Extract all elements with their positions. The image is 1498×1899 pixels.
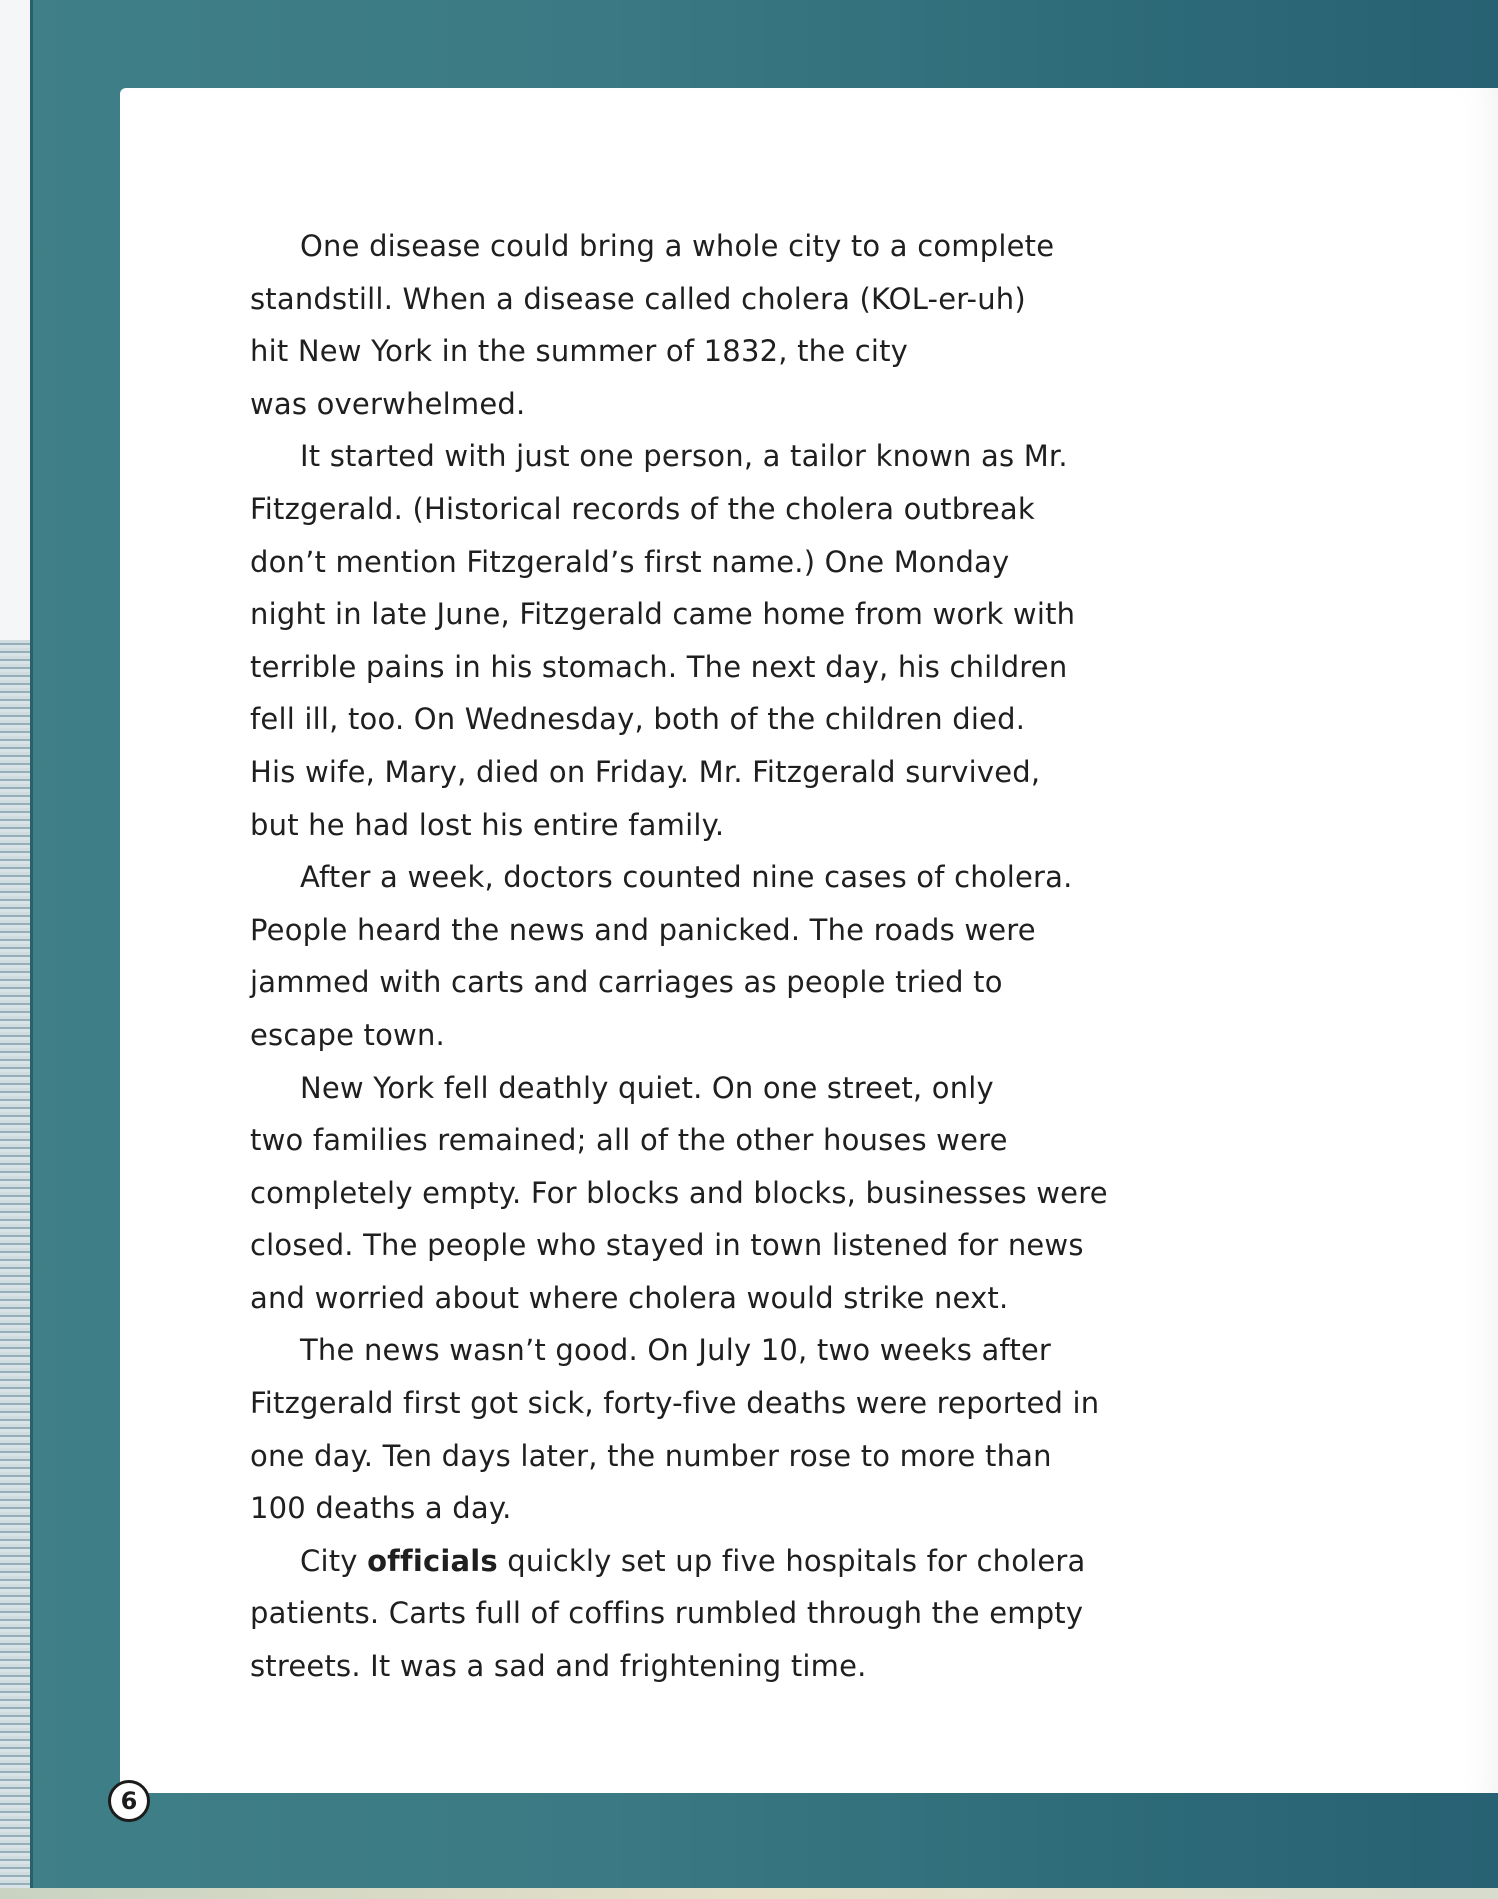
bottom-edge [0,1888,1498,1899]
body-text [250,220,1130,1693]
text-line: was overwhelmed. [250,386,526,421]
text-line: 100 deaths a day. [250,1491,512,1526]
text-line: New York fell deathly quiet. On one street, only [300,1070,994,1105]
glossary-term: officials [367,1543,498,1578]
text-line: standstill. When a disease called cholera (KOL-er-uh) [250,281,1026,316]
binding-strip [0,640,30,1899]
text-line: closed. The people who stayed in town listened for news [250,1228,1084,1263]
text-line: but he had lost his entire family. [250,807,725,842]
paragraph-6 [250,1535,1130,1693]
text-line: The news wasn’t good. On July 10, two weeks after [300,1333,1052,1368]
text-line: night in late June, Fitzgerald came home from work with [250,597,1076,632]
text-line: streets. It was a sad and frightening time. [250,1649,867,1684]
text-line: It started with just one person, a tailor known as Mr. [300,439,1068,474]
text-line: His wife, Mary, died on Friday. Mr. Fitzgerald survived, [250,754,1041,789]
paragraph-3 [250,851,1130,1061]
binding-strip-top [0,0,30,640]
paragraph-1 [250,220,1130,430]
page-number-badge [108,1780,150,1822]
paragraph-4 [250,1062,1130,1325]
text-line: escape town. [250,1017,445,1052]
text-line: terrible pains in his stomach. The next day, his children [250,649,1068,684]
text-line: hit New York in the summer of 1832, the city [250,334,909,369]
text-line: don’t mention Fitzgerald’s first name.) One Monday [250,544,1010,579]
text-line: One disease could bring a whole city to a complete [300,229,1055,263]
text-line: Fitzgerald. (Historical records of the cholera outbreak [250,491,1035,526]
text-fragment: City [300,1543,368,1578]
text-line: People heard the news and panicked. The roads were [250,912,1036,947]
text-line: fell ill, too. On Wednesday, both of the children died. [250,702,1026,737]
text-line: jammed with carts and carriages as people tried to [250,965,1003,1000]
paragraph-2 [250,430,1130,851]
binding-edge [30,0,33,1899]
text-line: patients. Carts full of coffins rumbled through the empty [250,1596,1084,1631]
text-line: one day. Ten days later, the number rose to more than [250,1438,1052,1473]
text-line: completely empty. For blocks and blocks, businesses were [250,1175,1108,1210]
text-line: After a week, doctors counted nine cases of cholera. [300,860,1073,895]
text-line: two families remained; all of the other houses were [250,1123,1008,1158]
paragraph-5 [250,1324,1130,1534]
text-line: and worried about where cholera would strike next. [250,1280,1009,1315]
text-line: Fitzgerald first got sick, forty-five deaths were reported in [250,1386,1100,1421]
page-number: 6 [120,1787,138,1815]
text-fragment: quickly set up five hospitals for cholera [497,1543,1086,1578]
